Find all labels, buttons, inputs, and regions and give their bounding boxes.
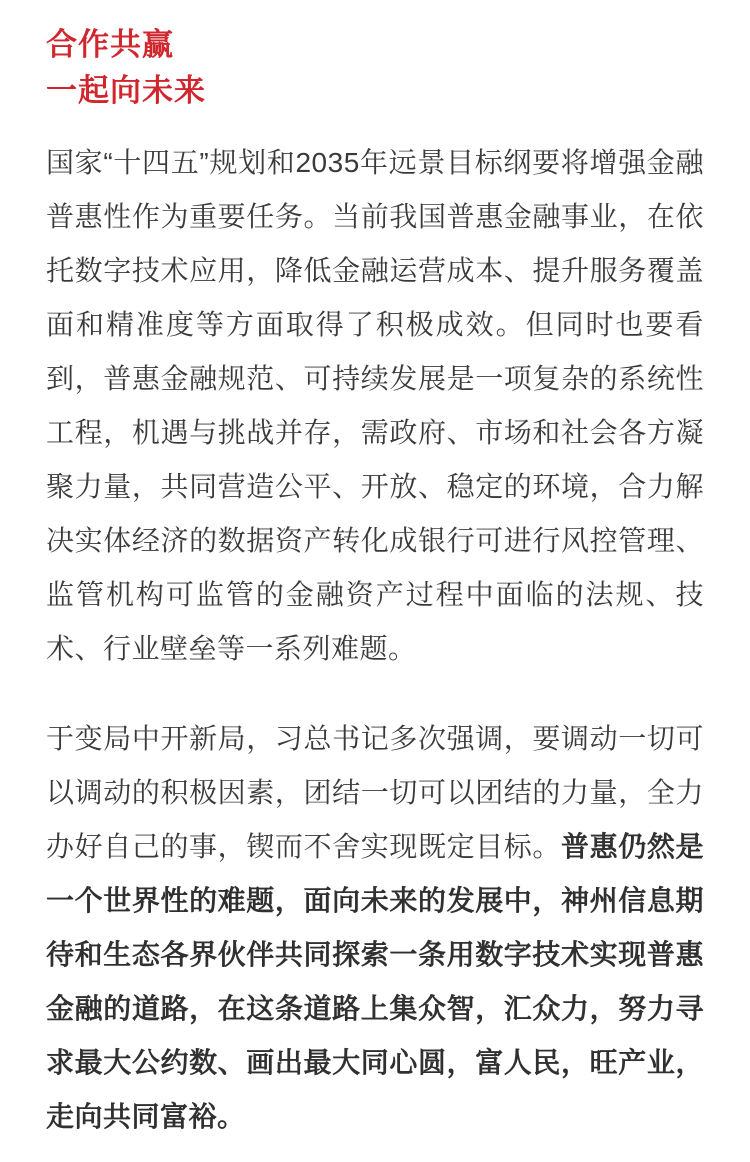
- title-line-1: 合作共赢: [46, 27, 174, 62]
- paragraph-1: 国家“十四五”规划和2035年远景目标纲要将增强金融普惠性作为重要任务。当前我国普惠金融事业，在依托数字技术应用，降低金融运营成本、提升服务覆盖面和精准度等方面取得了积极成效。但同时也要看到，普惠金融规范、可持续发展是一项复杂的系统性工程，机遇与挑战并存，需政府、市场和社会各方凝聚力量，共同营造公平、开放、稳定的环境，合力解决实体经济的数据资产转化成银行可进行风控管理、监管机构可监管的金融资产过程中面临的法规、技术、行业壁垒等一系列难题。: [46, 147, 704, 664]
- title-line-2: 一起向未来: [46, 73, 206, 108]
- paragraph-2: [46, 712, 704, 1144]
- paragraph-2-bold-text: 普惠仍然是一个世界性的难题，面向未来的发展中，神州信息期待和生态各界伙伴共同探索一条用数字技术实现普惠金融的道路，在这条道路上集众智，汇众力，努力寻求最大公约数、画出最大同心圆，富人民，旺产业，走向共同富裕。: [46, 831, 704, 1132]
- article-title: [46, 22, 704, 114]
- paragraph-2-regular-text: 于变局中开新局，习总书记多次强调，要调动一切可以调动的积极因素，团结一切可以团结的力量，全力办好自己的事，锲而不舍实现既定目标。: [46, 723, 704, 862]
